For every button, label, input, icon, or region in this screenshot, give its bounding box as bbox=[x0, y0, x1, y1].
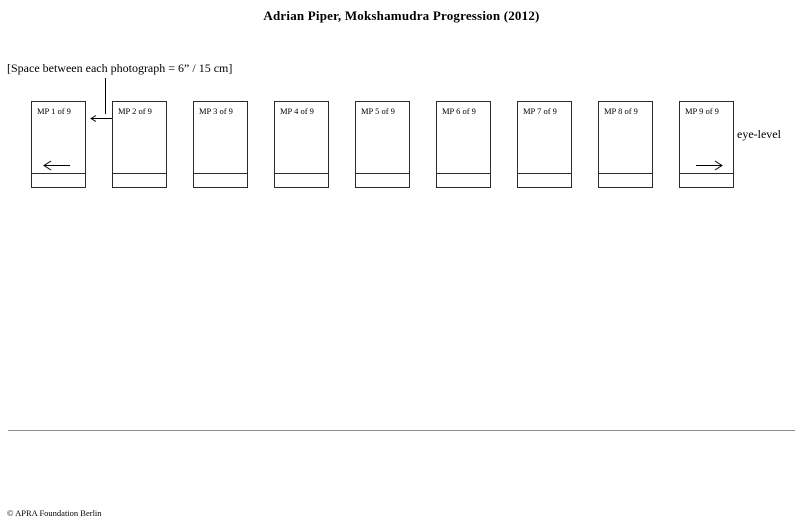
photograph-panel bbox=[598, 101, 653, 188]
panel-label: MP 5 of 9 bbox=[361, 106, 395, 116]
panel-label: MP 3 of 9 bbox=[199, 106, 233, 116]
floor-line bbox=[8, 430, 795, 431]
credit-line: © APRA Foundation Berlin bbox=[7, 508, 102, 518]
panel-baseline-rule bbox=[275, 173, 328, 174]
panel-label: MP 7 of 9 bbox=[523, 106, 557, 116]
photograph-panel bbox=[274, 101, 329, 188]
photograph-panel bbox=[355, 101, 410, 188]
panel-baseline-rule bbox=[113, 173, 166, 174]
photograph-panel bbox=[679, 101, 734, 188]
arrow-left-icon bbox=[42, 160, 72, 171]
panel-baseline-rule bbox=[680, 173, 733, 174]
panel-baseline-rule bbox=[437, 173, 490, 174]
photograph-panel bbox=[112, 101, 167, 188]
panel-label: MP 8 of 9 bbox=[604, 106, 638, 116]
photograph-panel bbox=[193, 101, 248, 188]
panel-label: MP 4 of 9 bbox=[280, 106, 314, 116]
spacing-note: [Space between each photograph = 6” / 15 cm] bbox=[7, 61, 233, 75]
panel-baseline-rule bbox=[599, 173, 652, 174]
panel-label: MP 6 of 9 bbox=[442, 106, 476, 116]
eye-level-label: eye-level bbox=[737, 127, 781, 141]
panel-baseline-rule bbox=[356, 173, 409, 174]
panel-label: MP 1 of 9 bbox=[37, 106, 71, 116]
photograph-panel bbox=[31, 101, 86, 188]
page-title: Adrian Piper, Mokshamudra Progression (2012) bbox=[263, 8, 540, 23]
panel-baseline-rule bbox=[194, 173, 247, 174]
leader-line bbox=[105, 78, 106, 114]
panel-label: MP 9 of 9 bbox=[685, 106, 719, 116]
panel-label: MP 2 of 9 bbox=[118, 106, 152, 116]
photograph-panel bbox=[436, 101, 491, 188]
arrow-right-icon bbox=[694, 160, 724, 171]
panel-baseline-rule bbox=[32, 173, 85, 174]
panel-baseline-rule bbox=[518, 173, 571, 174]
photograph-panel bbox=[517, 101, 572, 188]
